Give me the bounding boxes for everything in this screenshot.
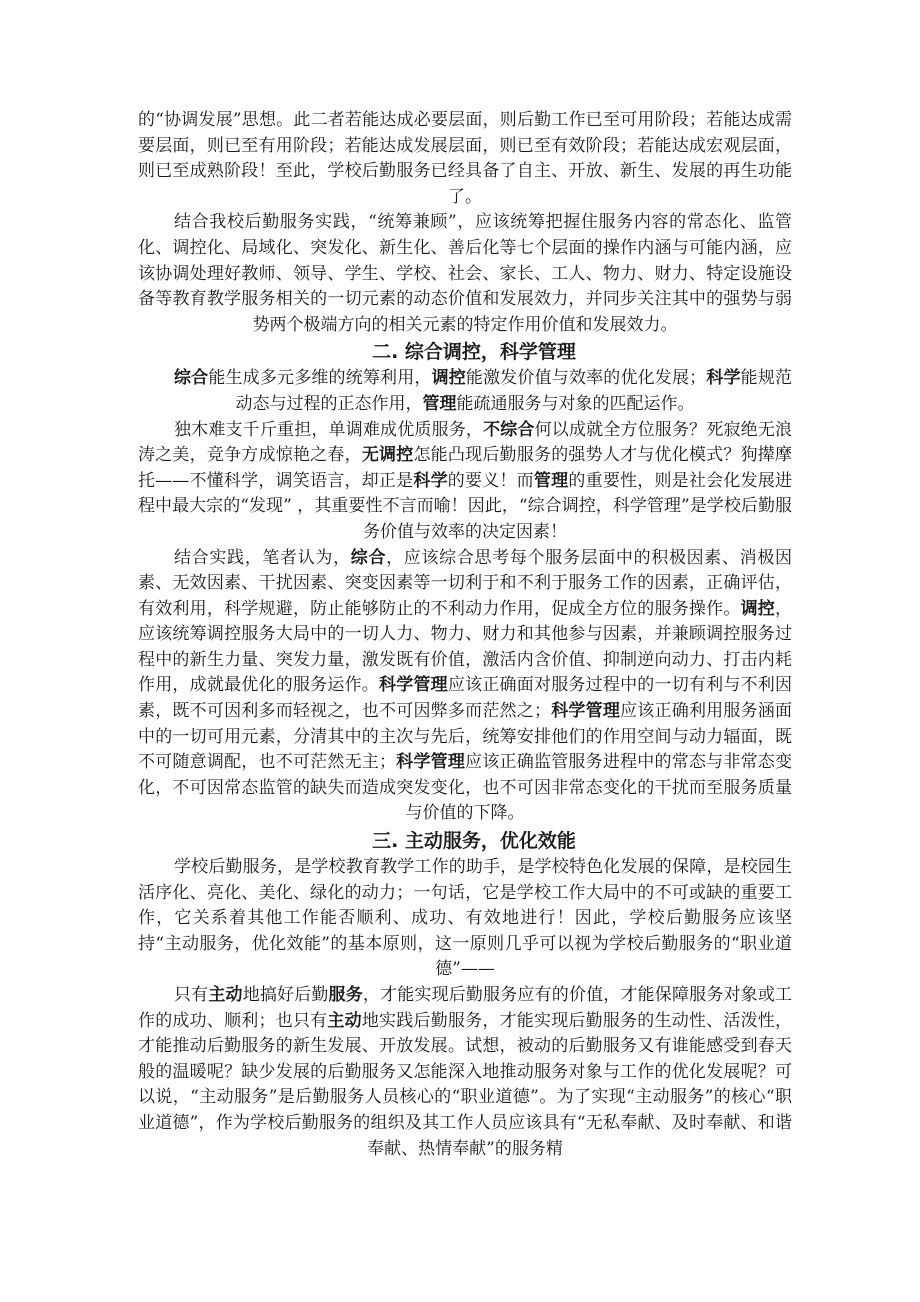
paragraph-text: 应该正确面对服务过程中的一切有利与不利因素，既不可因利多而轻视之，也不可因弊多而茫然之；	[138, 675, 793, 722]
paragraph-text: 的重要性，则是社会化发展进程中最大宗的“发现” ，其重要性不言而喻！因此，“综合调控，科学管理”是学校后勤服务价值与效率的决定因素！	[138, 470, 793, 542]
paragraph-text: 学校后勤服务，是学校教育教学工作的助手，是学校特色化发展的保障，是校园生活序化、亮化、美化、绿化的动力；一句话，它是学校工作大局中的不可或缺的重要工作，它关系着其他工作能否顺利、成功、有效地进行！因此，学校后勤服务应该坚持“主动服务，优化效能”的基本原则，这一原则几乎可以视为学校后勤服务的“职业道德”——	[138, 857, 792, 980]
emphasis-text: 综合	[174, 368, 209, 389]
body-paragraph	[138, 366, 792, 417]
paragraph-text: 的“协调发展”思想。此二者若能达成必要层面，则后勤工作已至可用阶段；若能达成需要层面，则已至有用阶段；若能达成发展层面，则已至有效阶段；若能达成宏观层面，则已至成熟阶段！至此，学校后勤服务已经具备了自主、开放、新生、发展的再生功能了。	[138, 110, 792, 207]
emphasis-text: 科学	[706, 368, 741, 389]
paragraph-text: 独木难支千斤重担，单调难成优质服务，	[174, 419, 484, 440]
emphasis-text: 主动	[208, 985, 243, 1005]
emphasis-text: 综合	[350, 547, 387, 568]
paragraph-text: ，应该统筹调控服务大局中的一切人力、物力、财力和其他参与因素，并兼顾调控服务过程中的新生力量、突发力量，激发既有价值，激活内含价值、抑制逆向动力、打击内耗作用，成就最优化的服务运作。	[138, 598, 793, 696]
emphasis-text: 无调控	[361, 445, 414, 466]
emphasis-text: 科学管理	[396, 752, 466, 773]
section-heading: 三. 主动服务，优化效能	[372, 830, 576, 853]
paragraph-text: 何以成就全方位服务？死寂绝无浪涛之美，竞争方成惊艳之春，	[138, 419, 793, 466]
paragraph-text: 能激发价值与效率的优化发展；	[465, 368, 707, 389]
body-paragraph	[138, 983, 792, 1162]
paragraph-text: 应该正确监管服务进程中的常态与非常态变化，不可因常态监管的缺失而造成突发变化，也不可因非常态变化的干扰而至服务质量与价值的下降。	[138, 752, 793, 824]
emphasis-text: 调控	[740, 598, 776, 619]
emphasis-text: 管理	[422, 393, 457, 414]
paragraph-text: 能规范动态与过程的正态作用，	[235, 368, 793, 414]
paragraph-text: 应该正确利用服务涵面中的一切可用元素，分清其中的主次与先后，统筹安排他们的作用空间与动力辐面，既不可随意调配，也不可茫然无主；	[138, 701, 793, 773]
body-paragraph	[138, 108, 792, 210]
section-heading: 二. 综合调控，科学管理	[372, 341, 576, 364]
document-body	[138, 108, 792, 1162]
emphasis-text: 不综合	[483, 419, 535, 440]
emphasis-text: 科学管理	[379, 675, 448, 696]
paragraph-text: ，应该综合思考每个服务层面中的积极因素、消极因素、无效因素、干扰因素、突变因素等一切利于和不利于服务工作的因素，正确评估，有效利用，科学规避，防止能够防止的不利动力作用，促成全方位的服务操作。	[138, 547, 793, 619]
body-paragraph	[138, 418, 792, 546]
paragraph-text: 怎能凸现后勤服务的强势人才与优化模式？狗撵摩托——不懂科学，调笑语言，却正是	[138, 445, 793, 491]
paragraph-text: 地搞好后勤	[242, 985, 329, 1005]
emphasis-text: 管理	[533, 470, 569, 491]
paragraph-text: 能生成多元多维的统筹利用，	[208, 368, 432, 389]
paragraph-text: 地实践后勤服务，才能实现后勤服务的生动性、活泼性，才能推动后勤服务的新生发展、开放发展。试想，被动的后勤服务又有谁能感受到春天般的温暖呢？缺少发展的后勤服务又怎能深入地推动服务对象与工作的优化发展呢？可以说，“主动服务”是后勤服务人员核心的“职业道德”。为了实现“主动服务”的核心“职业道德”，作为学校后勤服务的组织及其工作人员应该具有“无私奉献、及时奉献、和谐奉献、热情奉献”的服务精	[138, 1010, 793, 1159]
body-paragraph	[138, 855, 792, 983]
emphasis-text: 主动	[327, 1010, 362, 1031]
body-paragraph	[138, 210, 792, 338]
paragraph-text: ，才能实现后勤服务应有的价值，才能保障服务对象或工作的成功、顺利；也只有	[138, 985, 793, 1031]
paragraph-text: 只有	[174, 985, 209, 1005]
body-paragraph	[138, 546, 792, 828]
emphasis-text: 科学	[413, 470, 448, 491]
paragraph-text: 的要义！而	[447, 470, 534, 491]
paragraph-text: 结合我校后勤服务实践，“统筹兼顾”，应该统筹把握住服务内容的常态化、监管化、调控化、局域化、突发化、新生化、善后化等七个层面的操作内涵与可能内涵，应该协调处理好教师、领导、学生、学校、社会、家长、工人、物力、财力、特定设施设备等教育教学服务相关的一切元素的动态价值和发展效力，并同步关注其中的强势与弱势两个极端方向的相关元素的特定作用价值和发展效力。	[138, 212, 792, 335]
emphasis-text: 调控	[431, 368, 466, 389]
emphasis-text: 服务	[328, 985, 363, 1005]
paragraph-text: 能疏通服务与对象的匹配运作。	[456, 393, 695, 414]
emphasis-text: 科学管理	[550, 701, 621, 722]
paragraph-text: 结合实践，笔者认为，	[174, 547, 351, 568]
